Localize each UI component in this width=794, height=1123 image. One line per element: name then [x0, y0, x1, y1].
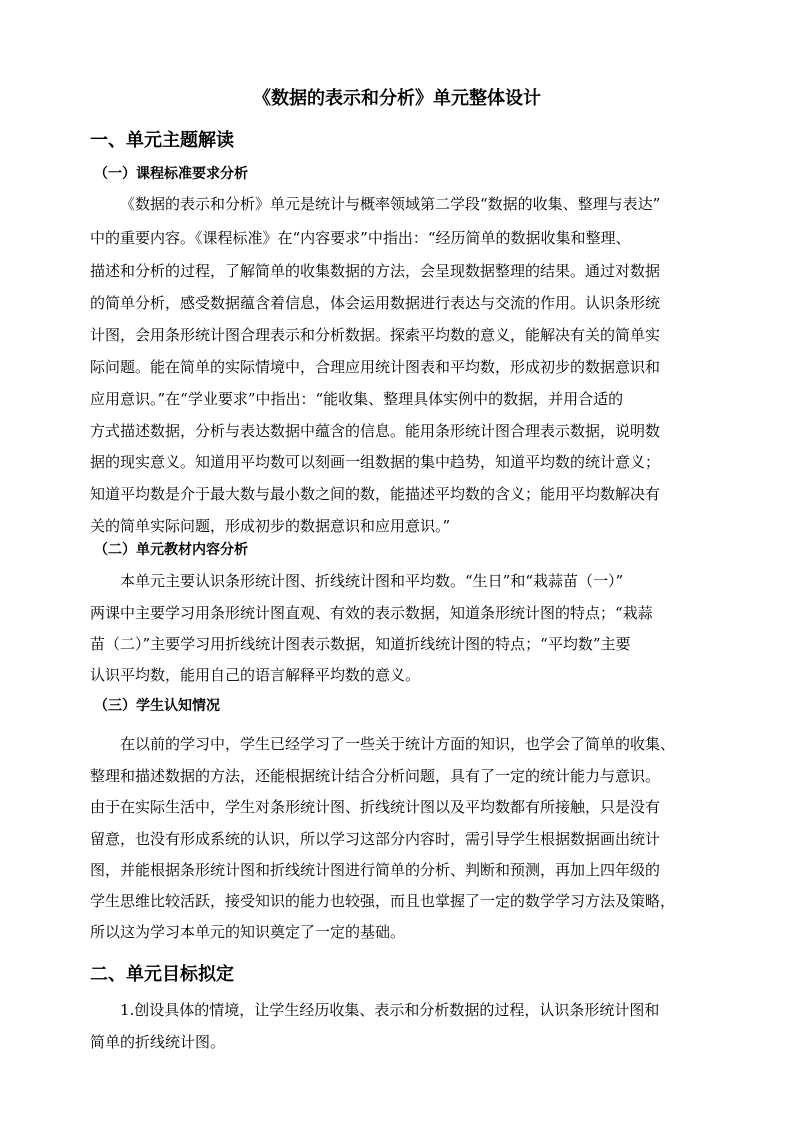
paragraph-line: 中的重要内容。《课程标准》在“内容要求”中指出：“经历简单的数据收集和整理、 [90, 229, 631, 247]
paragraph-line: 由于在实际生活中，学生对条形统计图、折线统计图以及平均数都有所接触，只是没有 [90, 798, 661, 816]
paragraph-line: 苗（二）”主要学习用折线统计图表示数据，知道折线统计图的特点；“平均数”主要 [90, 635, 631, 653]
paragraph-line: 所以这为学习本单元的知识奠定了一定的基础。 [90, 923, 406, 941]
paragraph-line: 际问题。能在简单的实际情境中，合理应用统计图表和平均数，形成初步的数据意识和 [90, 358, 661, 376]
paragraph-line: 整理和描述数据的方法，还能根据统计结合分析问题，具有了一定的统计能力与意识。 [90, 767, 661, 785]
paragraph-line: 应用意识。”在“学业要求”中指出：“能收集、整理具体实例中的数据，并用合适的 [90, 390, 624, 408]
paragraph-line: 认识平均数，能用自己的语言解释平均数的意义。 [90, 666, 421, 684]
paragraph-line: 《数据的表示和分析》单元是统计与概率领域第二学段“数据的收集、整理与表达” [120, 195, 661, 213]
paragraph-line: 图，并能根据条形统计图和折线统计图进行简单的分析、判断和预测，再加上四年级的 [90, 861, 661, 879]
subsection-heading-1: （一）课程标准要求分析 [94, 166, 248, 182]
paragraph-line: 在以前的学习中，学生已经学习了一些关于统计方面的知识，也学会了简单的收集、 [120, 735, 676, 753]
paragraph-line: 描述和分析的过程，了解简单的收集数据的方法，会呈现数据整理的结果。通过对数据 [90, 262, 661, 280]
paragraph-line: 学生思维比较活跃，接受知识的能力也较强，而且也掌握了一定的数学学习方法及策略， [90, 892, 676, 910]
paragraph-line: 两课中主要学习用条形统计图直观、有效的表示数据，知道条形统计图的特点；“栽蒜 [90, 604, 653, 622]
paragraph-line: 方式描述数据，分析与表达数据中蕴含的信息。能用条形统计图合理表示数据，说明数 [90, 422, 661, 440]
paragraph-line: 1.创设具体的情境，让学生经历收集、表示和分析数据的过程，认识条形统计图和 [120, 1001, 660, 1019]
paragraph-line: 关的简单实际问题，形成初步的数据意识和应用意识。” [90, 517, 451, 535]
document-title: 《数据的表示和分析》单元整体设计 [253, 88, 541, 109]
paragraph-line: 知道平均数是介于最大数与最小数之间的数，能描述平均数的含义；能用平均数解决有 [90, 485, 661, 503]
paragraph-line: 本单元主要认识条形统计图、折线统计图和平均数。“生日”和“栽蒜苗（一）” [120, 572, 624, 590]
paragraph-line: 的简单分析，感受数据蕴含着信息，体会运用数据进行表达与交流的作用。认识条形统 [90, 294, 661, 312]
paragraph-line: 留意，也没有形成系统的认识，所以学习这部分内容时，需引导学生根据数据画出统计 [90, 830, 661, 848]
paragraph-line: 计图，会用条形统计图合理表示和分析数据。探索平均数的意义，能解决有关的简单实 [90, 326, 661, 344]
subsection-heading-3: （三）学生认知情况 [94, 698, 220, 714]
section-heading-2: 二、单元目标拟定 [90, 964, 234, 985]
section-heading-1: 一、单元主题解读 [90, 130, 234, 151]
subsection-heading-2: （二）单元教材内容分析 [94, 542, 248, 558]
paragraph-line: 简单的折线统计图。 [90, 1033, 226, 1051]
paragraph-line: 据的现实意义。知道用平均数可以刻画一组数据的集中趋势，知道平均数的统计意义； [90, 453, 661, 471]
